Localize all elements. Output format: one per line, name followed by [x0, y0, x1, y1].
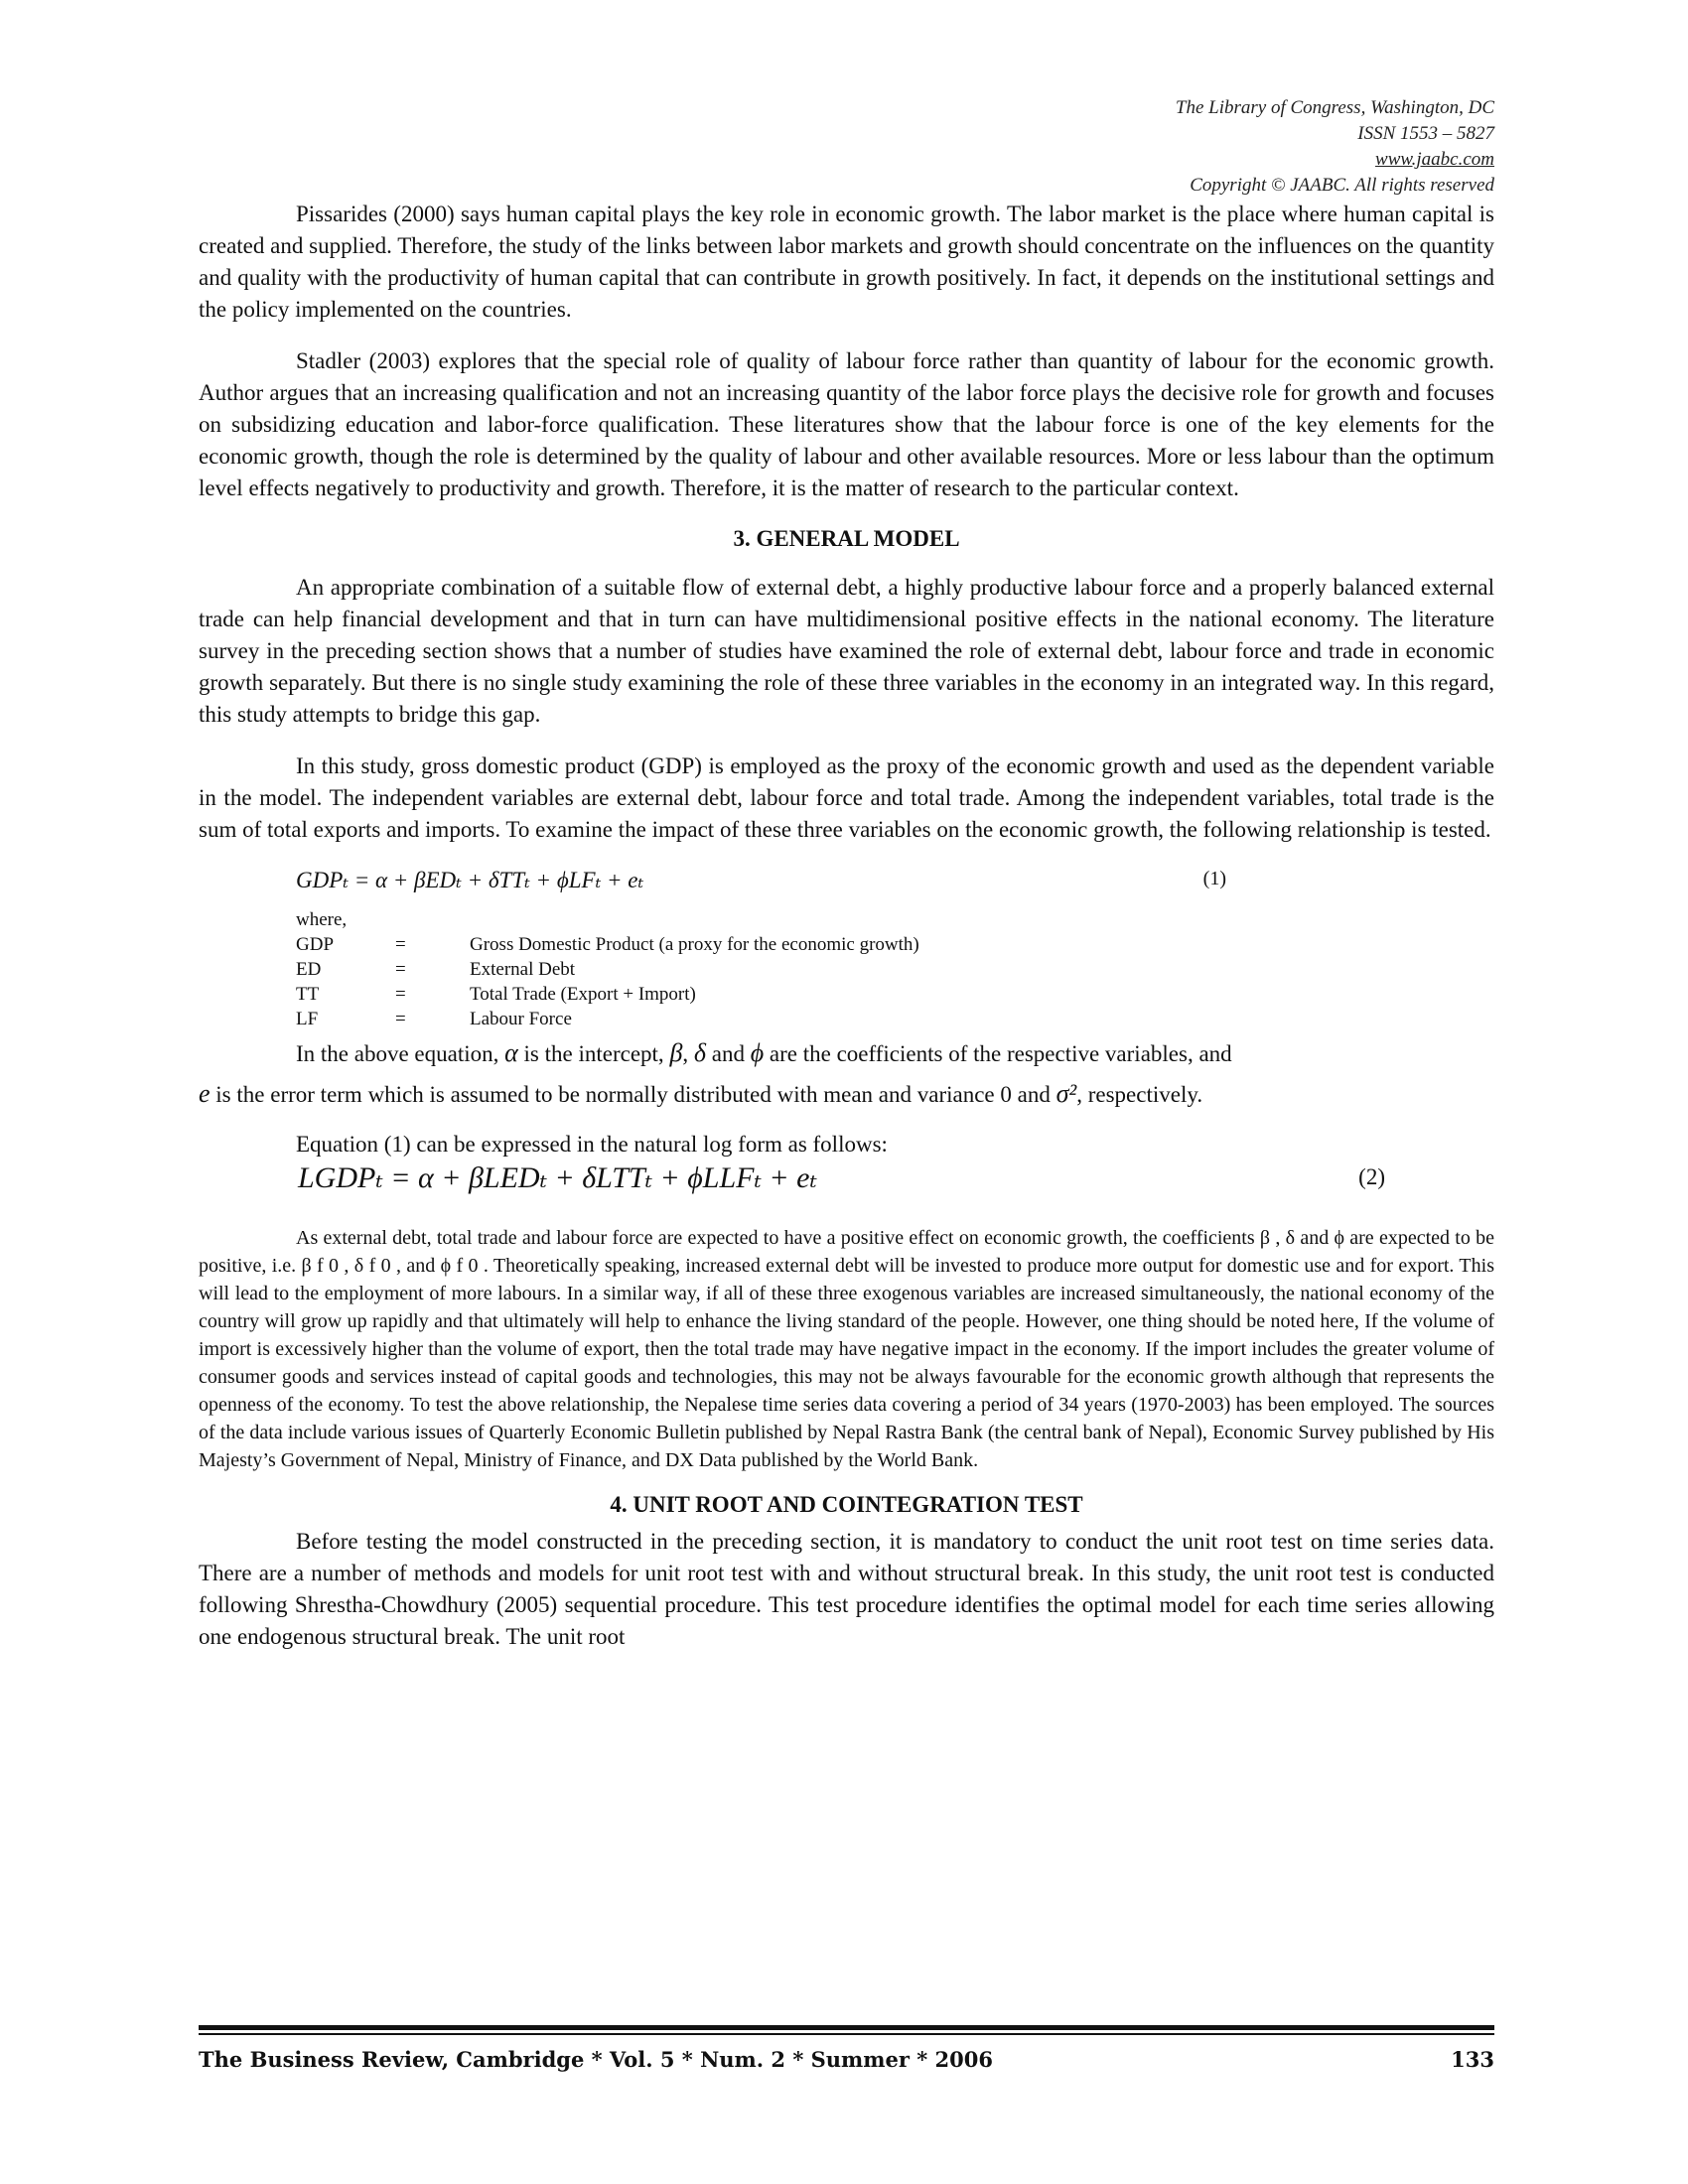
footer-rule-thin	[199, 2033, 1494, 2035]
definition-row	[296, 982, 1494, 1007]
definition-key: GDP	[296, 934, 335, 955]
header-library: The Library of Congress, Washington, DC	[1175, 97, 1494, 118]
equation-1-formula: GDPₜ = α + βEDₜ + δTTₜ + ϕLFₜ + eₜ	[296, 868, 644, 892]
variable-definitions	[296, 907, 1494, 1031]
equation-2	[298, 1160, 1494, 1204]
paragraph-pissarides: Pissarides (2000) says human capital plays the key role in economic growth. The labor market is the place where human capital is created and supplied. Therefore, the study of the links between labor markets and growth should concentrate on the influences on the quantity and quality with the productivity of human capital that can contribute in growth positively. In fact, it depends on the institutional settings and the policy implemented on the countries.	[199, 202, 1494, 322]
text-fragment: , respectively.	[1076, 1082, 1203, 1107]
footer-journal: The Business Review, Cambridge * Vol. 5 * Num. 2 * Summer * 2006	[199, 2047, 993, 2072]
section-heading-unit-root: 4. UNIT ROOT AND COINTEGRATION TEST	[610, 1492, 1083, 1517]
equation-2-formula: LGDPₜ = α + βLEDₜ + δLTTₜ + ϕLLFₜ + eₜ	[298, 1161, 817, 1194]
where-label: where,	[296, 909, 348, 930]
page	[199, 95, 1494, 1653]
equation-block-1	[296, 868, 1494, 1031]
paragraph-gdp-proxy: In this study, gross domestic product (GDP) is employed as the proxy of the economic growth and used as the dependent variable in the model. The independent variables are external debt, labour force and total trade. Among the independent variables, total trade is the sum of total exports and imports. To examine the impact of these three variables on the economic growth, the following relationship is tested.	[199, 753, 1494, 842]
definition-value: Labour Force	[470, 1009, 572, 1029]
equation-1-number: (1)	[1202, 868, 1226, 889]
definition-row	[296, 932, 1494, 957]
paragraph-coefficients	[199, 1037, 1494, 1070]
delta-symbol: δ	[693, 1038, 706, 1067]
text-fragment: are the coefficients of the respective variables, and	[769, 1041, 1232, 1066]
footer-text	[199, 2047, 1494, 2072]
footer-rule-thick	[199, 2025, 1494, 2030]
definition-value: Gross Domestic Product (a proxy for the economic growth)	[470, 934, 919, 955]
definition-equals: =	[395, 959, 406, 980]
journal-footer	[199, 2025, 1494, 2072]
journal-header	[199, 95, 1494, 199]
paragraph-log-form: Equation (1) can be expressed in the natural log form as follows:	[296, 1132, 888, 1157]
text-fragment: In the above equation,	[296, 1041, 499, 1066]
section-heading-general-model: 3. GENERAL MODEL	[733, 526, 960, 551]
definition-equals: =	[395, 934, 406, 955]
beta-symbol: β	[669, 1038, 683, 1067]
definition-row	[296, 957, 1494, 982]
equation-1	[296, 868, 1494, 907]
paragraph-stadler: Stadler (2003) explores that the special role of quality of labour force rather than quantity of labour for the economic growth. Author argues that an increasing qualification and not an increasing quantity of the labor force plays the decisive role for growth and focuses on subsidizing education and labor-force qualification. These literatures show that the labour force is one of the key elements for the economic growth, though the role is determined by the quality of labour and other available resources. More or less labour than the optimum level effects negatively to productivity and growth. Therefore, it is the matter of research to the particular context.	[199, 348, 1494, 500]
paragraph-combination: An appropriate combination of a suitable flow of external debt, a highly productive labour force and a properly balanced external trade can help financial development and that in turn can have multidimensional positive effects in the national economy. The literature survey in the preceding section shows that a number of studies have examined the role of external debt, labour force and trade in economic growth separately. But there is no single study examining the role of these three variables in the economy in an integrated way. In this regard, this study attempts to bridge this gap.	[199, 575, 1494, 727]
sigma-squared-symbol: σ²	[1055, 1079, 1077, 1108]
text-fragment: is the error term which is assumed to be normally distributed with mean and variance 0 and	[215, 1082, 1051, 1107]
text-fragment: ,	[682, 1041, 689, 1066]
e-symbol: e	[199, 1079, 211, 1108]
equation-2-number: (2)	[1358, 1164, 1385, 1189]
definition-row	[296, 1007, 1494, 1031]
header-copyright: Copyright © JAABC. All rights reserved	[1190, 175, 1494, 196]
header-issn: ISSN 1553 – 5827	[1357, 123, 1494, 144]
paragraph-error-term	[199, 1078, 1494, 1111]
definition-value: Total Trade (Export + Import)	[470, 984, 696, 1005]
paragraph-expectations: As external debt, total trade and labour force are expected to have a positive effect on economic growth, the coefficients β , δ and ϕ are expected to be positive, i.e. β f 0 , δ f 0 , and ϕ f 0 . Theoretically speaking, increased external debt will be invested to produce more output for domestic use and for export. This will lead to the employment of more labours. In a similar way, if all of these three exogenous variables are increased simultaneously, the national economy of the country will grow up rapidly and that ultimately will help to enhance the living standard of the people. However, one thing should be noted here, If the volume of import is excessively higher than the volume of export, then the total trade may have negative impact in the economy. If the import includes the greater volume of consumer goods and services instead of capital goods and technologies, this may not be always favourable for the economic growth although that represents the openness of the economy. To test the above relationship, the Nepalese time series data covering a period of 34 years (1970-2003) has been employed. The sources of the data include various issues of Quarterly Economic Bulletin published by Nepal Rastra Bank (the central bank of Nepal), Economic Survey published by His Majesty’s Government of Nepal, Ministry of Finance, and DX Data published by the World Bank.	[199, 1227, 1494, 1471]
text-fragment: and	[711, 1041, 745, 1066]
text-fragment: is the intercept,	[523, 1041, 664, 1066]
phi-symbol: ϕ	[750, 1038, 765, 1067]
definition-equals: =	[395, 984, 406, 1005]
definition-value: External Debt	[470, 959, 576, 980]
definition-equals: =	[395, 1009, 406, 1029]
definition-key: ED	[296, 959, 322, 980]
definition-key: LF	[296, 1009, 319, 1029]
page-number: 133	[1451, 2047, 1494, 2072]
header-url-link[interactable]: www.jaabc.com	[1375, 149, 1494, 170]
paragraph-unit-root: Before testing the model constructed in the preceding section, it is mandatory to conduct the unit root test on time series data. There are a number of methods and models for unit root test with and without structural break. In this study, the unit root test is conducted following Shrestha-Chowdhury (2005) sequential procedure. This test procedure identifies the optimal model for each time series allowing one endogenous structural break. The unit root	[199, 1529, 1494, 1649]
definition-key: TT	[296, 984, 320, 1005]
alpha-symbol: α	[504, 1038, 518, 1067]
